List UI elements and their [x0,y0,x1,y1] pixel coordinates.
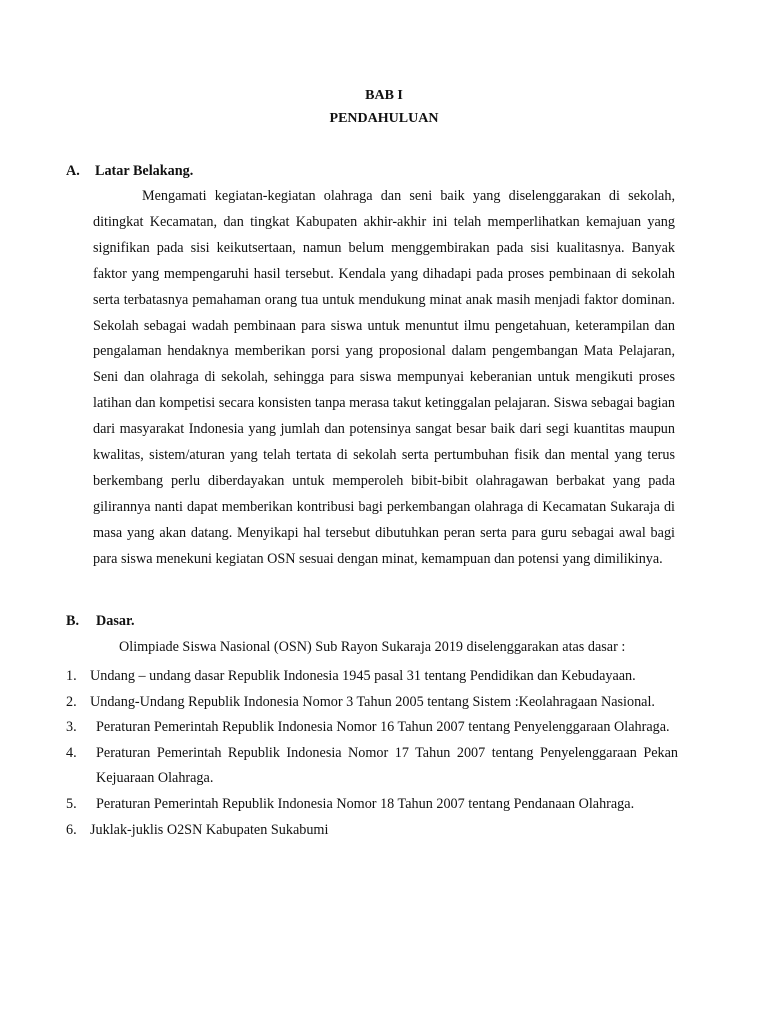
list-item [66,664,678,690]
list-item [66,792,678,818]
section-a-heading [66,163,193,180]
chapter-title: PENDAHULUAN [329,111,439,126]
list-item-text: Peraturan Pemerintah Republik Indonesia Nomor 17 Tahun 2007 tentang Penyelenggaraan Pekan Kejuaraan Olahraga. [96,744,678,787]
list-item-text: Peraturan Pemerintah Republik Indonesia Nomor 16 Tahun 2007 tentang Penyelenggaraan Olahraga. [96,719,670,736]
section-a-title: Latar Belakang. [95,163,194,179]
list-item-number: 4. [66,744,77,761]
section-b-intro: Olimpiade Siswa Nasional (OSN) Sub Rayon Sukaraja 2019 diselenggarakan atas dasar : [119,639,626,655]
section-a-letter: A. [66,163,80,179]
list-item-number: 2. [66,693,77,710]
list-item-number: 3. [66,719,77,736]
section-b-title: Dasar. [96,613,135,629]
section-a-paragraph: Mengamati kegiatan-kegiatan olahraga dan seni baik yang diselenggarakan di sekolah, ditingkat Kecamatan, dan tingkat Kabupaten akhir-akhir ini telah memperlihatkan kemajuan yang signifikan pada sisi keikutsertaan, namun belum menggembirakan pada sisi kualitasnya. Banyak faktor yang mempengaruhi hasil tersebut. Kendala yang dihadapi pada proses pembinaan di sekolah serta terbatasnya pemahaman orang tua untuk mendukung minat anak masih menjadi faktor dominan. Sekolah sebagai wadah pembinaan para siswa untuk menuntut ilmu pengetahuan, keterampilan dan pengalaman hendaknya memberikan porsi yang proposional dalam pengembangan Mata Pelajaran, Seni dan olahraga di sekolah, sehingga para siswa mempunyai keberanian untuk mengikuti proses latihan dan kompetisi secara konsisten tanpa merasa takut ketinggalan pelajaran. Siswa sebagai bagian dari masyarakat Indonesia yang jumlah dan potensinya sangat besar baik dari segi kuantitas maupun kwalitas, sistem/aturan yang telah tertata di sekolah serta pertumbuhan fisik dan mental yang terus berkembang perlu diberdayakan untuk memperoleh bibit-bibit olahragawan berbakat yang pada gilirannya nanti dapat memberikan kontribusi bagi perkembangan olahraga di Kecamatan Sukaraja di masa yang akan datang. Menyikapi hal tersebut dibutuhkan peran serta para guru sebagai awal bagi para siswa menekuni kegiatan OSN sesuai dengan minat, kemampuan dan potensi yang dimilikinya. [93,188,675,567]
list-item-text: Undang – undang dasar Republik Indonesia 1945 pasal 31 tentang Pendidikan dan Kebudayaan. [90,668,636,684]
list-item-number: 5. [66,795,77,812]
list-item-text: Juklak-juklis O2SN Kabupaten Sukabumi [90,821,329,838]
list-item [66,690,678,716]
list-item [66,715,678,741]
chapter-number: BAB I [365,88,403,103]
section-b-letter: B. [66,613,80,629]
list-item-number: 1. [66,668,77,684]
list-item [66,818,678,844]
section-b-heading [66,613,135,630]
list-item-text: Undang-Undang Republik Indonesia Nomor 3 Tahun 2005 tentang Sistem :Keolahragaan Nasional. [90,693,655,710]
legal-basis-list [66,664,678,843]
list-item-number: 6. [66,821,77,838]
list-item [66,741,678,792]
list-item-text: Peraturan Pemerintah Republik Indonesia Nomor 18 Tahun 2007 tentang Pendanaan Olahraga. [96,795,635,812]
